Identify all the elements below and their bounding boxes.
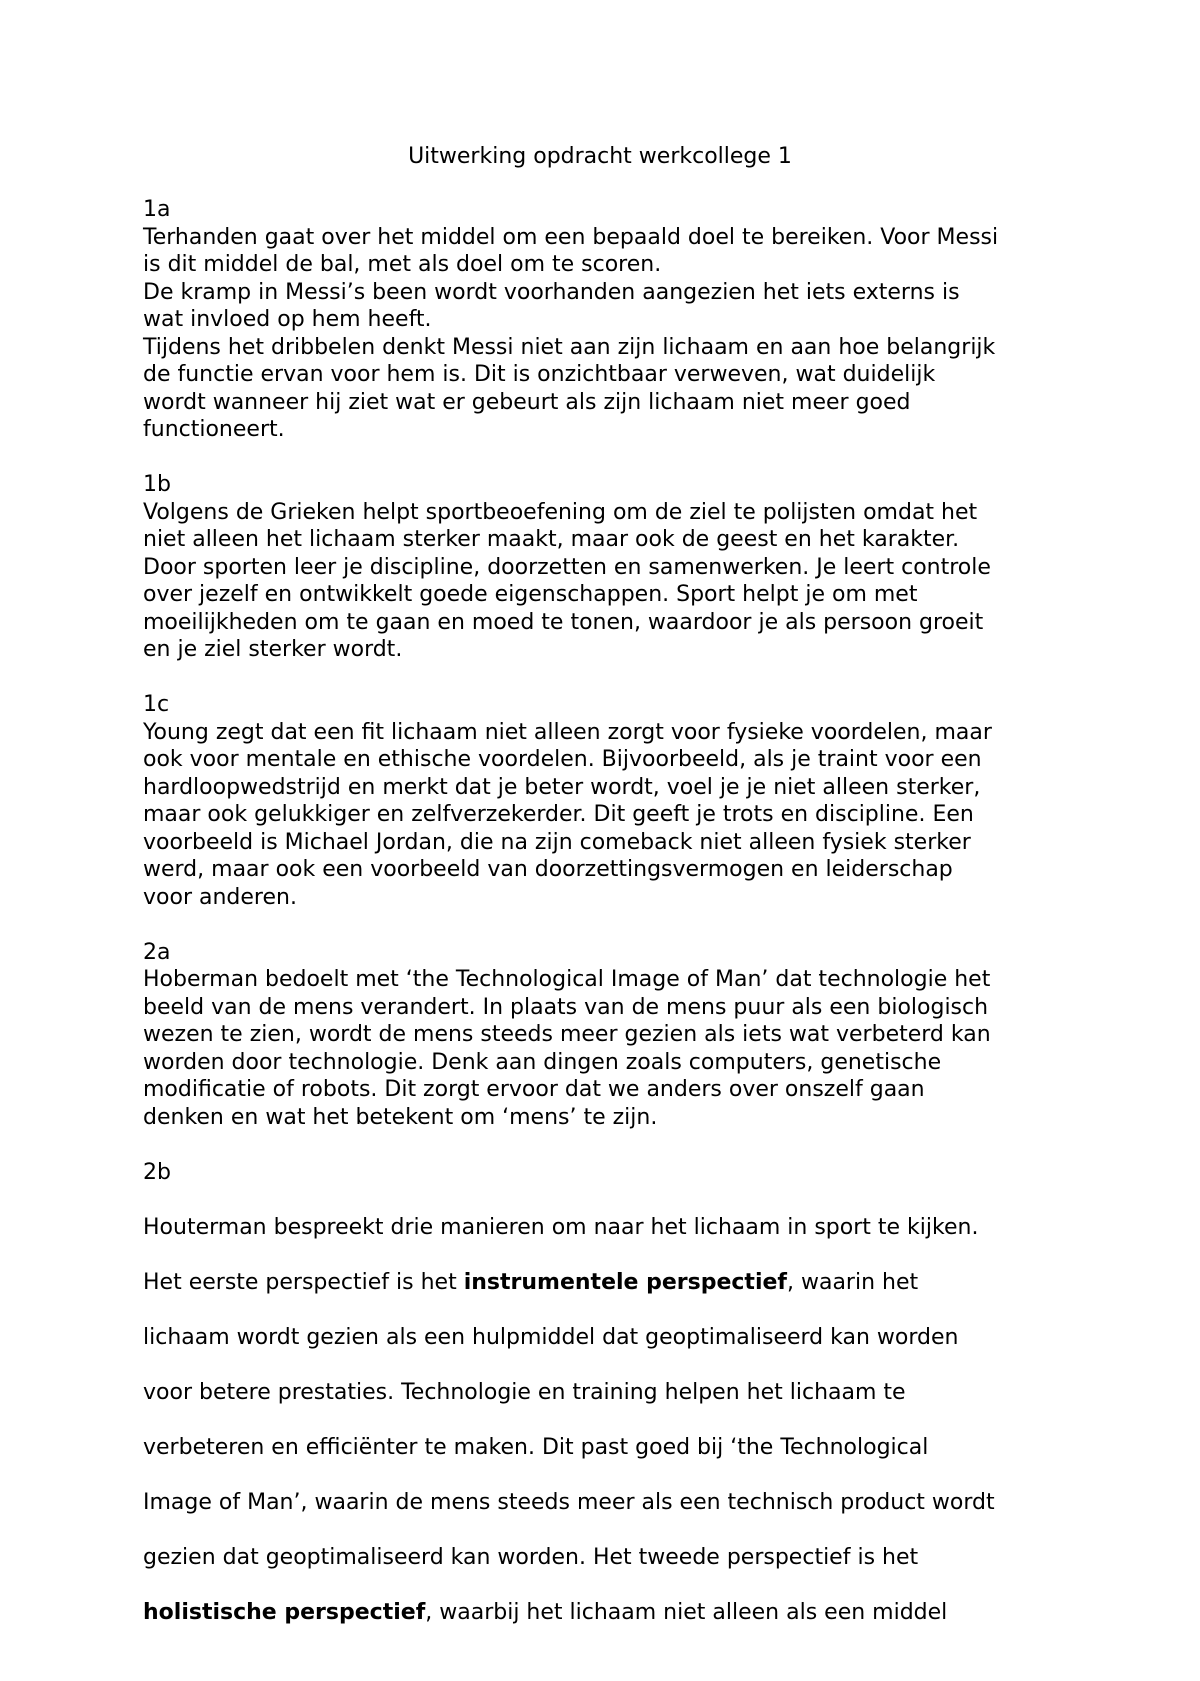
paragraph-line: over jezelf en ontwikkelt goede eigenschappen. Sport helpt je om met [143, 582, 918, 607]
section-2b [143, 1159, 1063, 1654]
paragraph-line: denken en wat het betekent om ‘mens’ te zijn. [143, 1104, 658, 1130]
paragraph-line: Hoberman bedoelt met ‘the Technological Image of Man’ dat technologie het [143, 967, 991, 992]
section-heading: 1c [143, 692, 170, 717]
text-run: Het eerste perspectief is het [143, 1269, 464, 1295]
section-heading: 2a [143, 939, 171, 965]
paragraph-line: Door sporten leer je discipline, doorzetten en samenwerken. Je leert controle [143, 554, 991, 580]
text-run: , waarbij het lichaam niet alleen als een middel [425, 1599, 948, 1625]
paragraph-line: lichaam wordt gezien als een hulpmiddel dat geoptimaliseerd kan worden [143, 1324, 959, 1350]
section-heading: 1b [143, 472, 171, 497]
paragraph-line: gezien dat geoptimaliseerd kan worden. Het tweede perspectief is het [143, 1544, 919, 1570]
paragraph-line: ook voor mentale en ethische voordelen. Bijvoorbeeld, als je traint voor een [143, 747, 982, 772]
section-paragraph [143, 499, 1063, 664]
paragraph-line [143, 1599, 1063, 1627]
section-paragraph [143, 224, 1063, 444]
section-1b [143, 471, 1063, 664]
paragraph-line: Tijdens het dribbelen denkt Messi niet aan zijn lichaam en aan hoe belangrijk [143, 334, 996, 360]
paragraph-line: Volgens de Grieken helpt sportbeoefening om de ziel te polijsten omdat het [143, 499, 978, 525]
paragraph-line: maar ook gelukkiger en zelfverzekerder. Dit geeft je trots en discipline. Een [143, 802, 974, 827]
paragraph-line: beeld van de mens verandert. In plaats van de mens puur als een biologisch [143, 994, 989, 1020]
paragraph-line: voor anderen. [143, 884, 297, 910]
paragraph-line: verbeteren en efficiënter te maken. Dit past goed bij ‘the Technological [143, 1434, 929, 1460]
section-paragraph [143, 1186, 1063, 1654]
paragraph-line: hardloopwedstrijd en merkt dat je beter wordt, voel je je niet alleen sterker, [143, 774, 981, 800]
section-heading: 2b [143, 1159, 171, 1185]
paragraph-line: wordt wanneer hij ziet wat er gebeurt als zijn lichaam niet meer goed [143, 389, 911, 415]
section-2a [143, 939, 1063, 1132]
paragraph-line: functioneert. [143, 417, 285, 442]
paragraph-line: werd, maar ook een voorbeeld van doorzettingsvermogen en leiderschap [143, 857, 953, 882]
paragraph-line: De kramp in Messi’s been wordt voorhanden aangezien het iets externs is [143, 279, 960, 305]
document-title: Uitwerking opdracht werkcollege 1 [408, 144, 792, 169]
section-1a [143, 196, 1063, 444]
paragraph-line [143, 1269, 1063, 1297]
paragraph-line: wezen te zien, wordt de mens steeds meer gezien als iets wat verbeterd kan [143, 1022, 991, 1047]
document-body [143, 196, 1063, 1681]
paragraph-line: Terhanden gaat over het middel om een bepaald doel te bereiken. Voor Messi [143, 224, 999, 250]
paragraph-line: modificatie of robots. Dit zorgt ervoor dat we anders over onszelf gaan [143, 1077, 925, 1102]
paragraph-line: is dit middel de bal, met als doel om te scoren. [143, 252, 662, 277]
paragraph-line: Houterman bespreekt drie manieren om naar het lichaam in sport te kijken. [143, 1214, 979, 1240]
paragraph-line: worden door technologie. Denk aan dingen zoals computers, genetische [143, 1049, 942, 1075]
section-paragraph [143, 966, 1063, 1131]
paragraph-line: voorbeeld is Michael Jordan, die na zijn comeback niet alleen fysiek sterker [143, 829, 971, 855]
paragraph-line: moeilijkheden om te gaan en moed te tonen, waardoor je als persoon groeit [143, 609, 984, 635]
paragraph-line: wat invloed op hem heeft. [143, 307, 432, 332]
bold-term-holistische: holistische perspectief [143, 1599, 426, 1625]
section-heading: 1a [143, 197, 171, 222]
paragraph-line: Image of Man’, waarin de mens steeds meer als een technisch product wordt [143, 1489, 995, 1515]
paragraph-line: Young zegt dat een fit lichaam niet alleen zorgt voor fysieke voordelen, maar [143, 719, 992, 745]
bold-term-instrumentele: instrumentele perspectief [463, 1269, 787, 1295]
paragraph-line: en je ziel sterker wordt. [143, 637, 403, 662]
text-run: , waarin het [786, 1269, 919, 1295]
paragraph-line: niet alleen het lichaam sterker maakt, maar ook de geest en het karakter. [143, 527, 960, 552]
paragraph-line: voor betere prestaties. Technologie en training helpen het lichaam te [143, 1379, 906, 1405]
section-1c [143, 691, 1063, 911]
section-paragraph [143, 719, 1063, 912]
sections-container [143, 196, 1063, 1131]
paragraph-line: de functie ervan voor hem is. Dit is onzichtbaar verweven, wat duidelijk [143, 362, 936, 387]
